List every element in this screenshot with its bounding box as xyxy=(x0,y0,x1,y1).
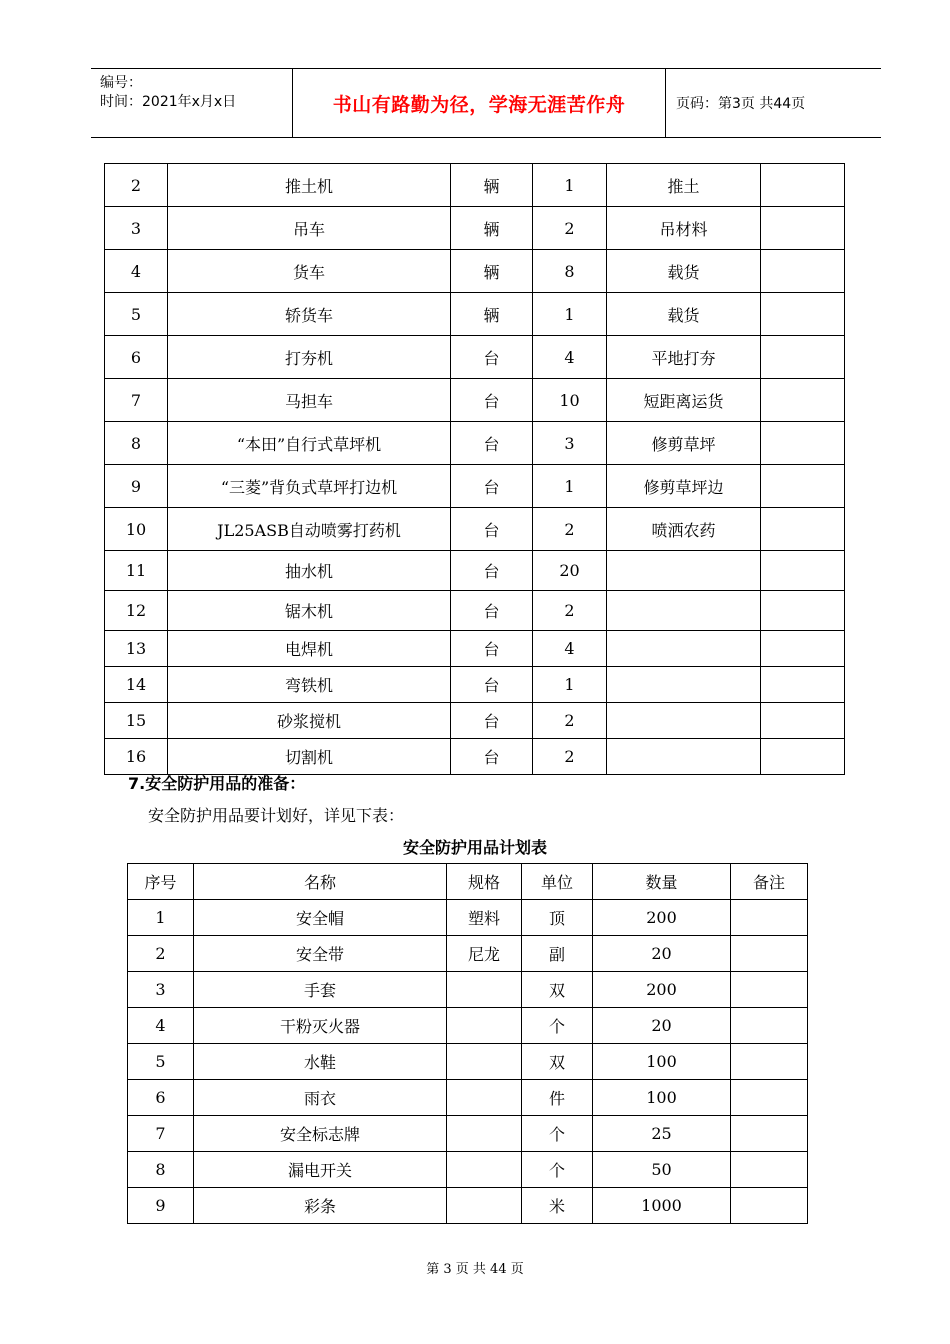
safety-cell-no: 5 xyxy=(128,1044,194,1080)
equipment-cell-note xyxy=(761,508,845,551)
equipment-cell-use xyxy=(607,631,761,667)
equipment-cell-qty: 3 xyxy=(533,422,607,465)
safety-cell-spec xyxy=(447,1008,522,1044)
safety-cell-note xyxy=(731,1080,808,1116)
equipment-cell-note xyxy=(761,591,845,631)
safety-cell-unit: 个 xyxy=(522,1152,593,1188)
safety-cell-qty: 100 xyxy=(593,1044,731,1080)
safety-cell-name: 干粉灭火器 xyxy=(194,1008,447,1044)
safety-cell-qty: 20 xyxy=(593,1008,731,1044)
equipment-cell-unit: 台 xyxy=(451,508,533,551)
equipment-cell-note xyxy=(761,250,845,293)
equipment-cell-note xyxy=(761,336,845,379)
equipment-cell-use xyxy=(607,703,761,739)
safety-cell-note xyxy=(731,1116,808,1152)
safety-cell-qty: 200 xyxy=(593,972,731,1008)
equipment-cell-name: 轿货车 xyxy=(168,293,451,336)
safety-cell-no: 8 xyxy=(128,1152,194,1188)
equipment-cell-unit: 台 xyxy=(451,667,533,703)
table-row xyxy=(105,207,845,250)
equipment-cell-unit: 台 xyxy=(451,631,533,667)
equipment-cell-use xyxy=(607,591,761,631)
safety-cell-note xyxy=(731,936,808,972)
equipment-cell-no: 10 xyxy=(105,508,168,551)
equipment-cell-use: 推土 xyxy=(607,164,761,207)
equipment-cell-use xyxy=(607,667,761,703)
equipment-cell-qty: 1 xyxy=(533,465,607,508)
safety-cell-no: 2 xyxy=(128,936,194,972)
table-row xyxy=(128,972,808,1008)
equipment-cell-note xyxy=(761,379,845,422)
equipment-cell-name: 切割机 xyxy=(168,739,451,775)
equipment-cell-name: JL25ASB自动喷雾打药机 xyxy=(168,508,451,551)
table-row xyxy=(105,293,845,336)
safety-cell-qty: 50 xyxy=(593,1152,731,1188)
safety-cell-note xyxy=(731,1188,808,1224)
equipment-cell-name: 货车 xyxy=(168,250,451,293)
equipment-cell-unit: 辆 xyxy=(451,164,533,207)
equipment-cell-note xyxy=(761,164,845,207)
page-footer xyxy=(0,1258,950,1277)
column-header: 序号 xyxy=(128,864,194,900)
safety-cell-spec xyxy=(447,1152,522,1188)
equipment-cell-unit: 台 xyxy=(451,379,533,422)
equipment-cell-no: 15 xyxy=(105,703,168,739)
safety-cell-unit: 个 xyxy=(522,1008,593,1044)
header-motto-cell xyxy=(293,69,666,137)
equipment-cell-qty: 8 xyxy=(533,250,607,293)
equipment-cell-note xyxy=(761,465,845,508)
safety-cell-unit: 米 xyxy=(522,1188,593,1224)
equipment-cell-note xyxy=(761,703,845,739)
equipment-cell-unit: 台 xyxy=(451,336,533,379)
equipment-cell-use: 平地打夯 xyxy=(607,336,761,379)
equipment-cell-note xyxy=(761,631,845,667)
equipment-cell-no: 16 xyxy=(105,739,168,775)
safety-cell-unit: 件 xyxy=(522,1080,593,1116)
safety-cell-no: 6 xyxy=(128,1080,194,1116)
equipment-cell-qty: 1 xyxy=(533,293,607,336)
table-row xyxy=(128,1188,808,1224)
equipment-cell-use: 吊材料 xyxy=(607,207,761,250)
safety-cell-note xyxy=(731,1152,808,1188)
equipment-cell-unit: 台 xyxy=(451,551,533,591)
table-row xyxy=(128,1008,808,1044)
safety-cell-unit: 双 xyxy=(522,972,593,1008)
equipment-cell-qty: 4 xyxy=(533,631,607,667)
equipment-cell-no: 3 xyxy=(105,207,168,250)
equipment-cell-qty: 4 xyxy=(533,336,607,379)
equipment-cell-qty: 2 xyxy=(533,591,607,631)
column-header: 规格 xyxy=(447,864,522,900)
safety-cell-note xyxy=(731,1044,808,1080)
safety-table-title: 安全防护用品计划表 xyxy=(402,838,547,857)
equipment-cell-qty: 10 xyxy=(533,379,607,422)
equipment-cell-use: 短距离运货 xyxy=(607,379,761,422)
equipment-cell-unit: 台 xyxy=(451,703,533,739)
table-row xyxy=(105,465,845,508)
equipment-cell-unit: 辆 xyxy=(451,207,533,250)
table-header-row xyxy=(128,864,808,900)
equipment-table xyxy=(104,163,845,775)
equipment-cell-unit: 辆 xyxy=(451,293,533,336)
equipment-cell-qty: 1 xyxy=(533,667,607,703)
number-label: 编号： xyxy=(100,75,142,91)
table-row xyxy=(105,508,845,551)
safety-cell-no: 1 xyxy=(128,900,194,936)
header-page-cell xyxy=(666,69,881,137)
section-heading: 7.安全防护用品的准备： xyxy=(128,774,306,793)
safety-cell-no: 9 xyxy=(128,1188,194,1224)
safety-cell-name: 雨衣 xyxy=(194,1080,447,1116)
equipment-cell-name: “三菱”背负式草坪打边机 xyxy=(168,465,451,508)
equipment-cell-use: 修剪草坪边 xyxy=(607,465,761,508)
equipment-cell-use: 载货 xyxy=(607,250,761,293)
table-row xyxy=(105,667,845,703)
safety-cell-name: 水鞋 xyxy=(194,1044,447,1080)
safety-cell-name: 手套 xyxy=(194,972,447,1008)
equipment-cell-unit: 台 xyxy=(451,739,533,775)
equipment-table-body xyxy=(105,164,845,775)
equipment-cell-name: 抽水机 xyxy=(168,551,451,591)
equipment-cell-no: 11 xyxy=(105,551,168,591)
equipment-cell-qty: 2 xyxy=(533,739,607,775)
safety-cell-name: 漏电开关 xyxy=(194,1152,447,1188)
equipment-cell-name: 电焊机 xyxy=(168,631,451,667)
time-label: 时间：2021年x月x日 xyxy=(100,94,237,110)
page-header xyxy=(91,68,881,138)
column-header: 名称 xyxy=(194,864,447,900)
equipment-cell-qty: 2 xyxy=(533,703,607,739)
safety-cell-no: 3 xyxy=(128,972,194,1008)
safety-cell-no: 4 xyxy=(128,1008,194,1044)
table-row xyxy=(128,900,808,936)
equipment-cell-no: 6 xyxy=(105,336,168,379)
equipment-cell-note xyxy=(761,551,845,591)
safety-cell-spec: 尼龙 xyxy=(447,936,522,972)
safety-cell-spec xyxy=(447,1080,522,1116)
equipment-cell-name: “本田”自行式草坪机 xyxy=(168,422,451,465)
safety-table xyxy=(127,863,808,1224)
safety-cell-qty: 100 xyxy=(593,1080,731,1116)
equipment-cell-no: 7 xyxy=(105,379,168,422)
safety-cell-note xyxy=(731,1008,808,1044)
header-page-label: 页码：第3页 共44页 xyxy=(676,96,806,112)
equipment-cell-unit: 台 xyxy=(451,422,533,465)
safety-cell-qty: 20 xyxy=(593,936,731,972)
safety-cell-name: 安全标志牌 xyxy=(194,1116,447,1152)
header-meta xyxy=(91,69,293,137)
equipment-cell-note xyxy=(761,293,845,336)
safety-cell-spec xyxy=(447,1188,522,1224)
table-row xyxy=(105,703,845,739)
header-motto: 书山有路勤为径，学海无涯苦作舟 xyxy=(332,93,626,116)
table-row xyxy=(105,739,845,775)
equipment-cell-use xyxy=(607,551,761,591)
equipment-cell-note xyxy=(761,422,845,465)
equipment-cell-name: 锯木机 xyxy=(168,591,451,631)
safety-cell-note xyxy=(731,900,808,936)
safety-table-header xyxy=(128,864,808,900)
safety-cell-qty: 25 xyxy=(593,1116,731,1152)
safety-table-body xyxy=(128,900,808,1224)
equipment-cell-note xyxy=(761,207,845,250)
safety-cell-qty: 200 xyxy=(593,900,731,936)
safety-cell-unit: 顶 xyxy=(522,900,593,936)
table-row xyxy=(105,551,845,591)
safety-cell-name: 安全带 xyxy=(194,936,447,972)
safety-cell-name: 安全帽 xyxy=(194,900,447,936)
footer-page-text: 第 3 页 共 44 页 xyxy=(426,1262,524,1277)
equipment-cell-name: 弯铁机 xyxy=(168,667,451,703)
safety-cell-qty: 1000 xyxy=(593,1188,731,1224)
column-header: 备注 xyxy=(731,864,808,900)
column-header: 单位 xyxy=(522,864,593,900)
equipment-cell-qty: 20 xyxy=(533,551,607,591)
equipment-cell-unit: 台 xyxy=(451,465,533,508)
equipment-cell-note xyxy=(761,739,845,775)
safety-cell-spec xyxy=(447,972,522,1008)
equipment-cell-unit: 台 xyxy=(451,591,533,631)
equipment-cell-unit: 辆 xyxy=(451,250,533,293)
table-row xyxy=(128,1044,808,1080)
safety-cell-spec xyxy=(447,1116,522,1152)
column-header: 数量 xyxy=(593,864,731,900)
table-row xyxy=(105,591,845,631)
safety-cell-unit: 副 xyxy=(522,936,593,972)
equipment-cell-name: 马担车 xyxy=(168,379,451,422)
safety-cell-unit: 个 xyxy=(522,1116,593,1152)
equipment-cell-name: 吊车 xyxy=(168,207,451,250)
section-paragraph: 安全防护用品要计划好，详见下表： xyxy=(148,806,405,825)
table-row xyxy=(128,1152,808,1188)
equipment-cell-qty: 2 xyxy=(533,508,607,551)
safety-cell-note xyxy=(731,972,808,1008)
equipment-cell-use: 载货 xyxy=(607,293,761,336)
safety-cell-name: 彩条 xyxy=(194,1188,447,1224)
table-row xyxy=(128,1080,808,1116)
equipment-cell-no: 5 xyxy=(105,293,168,336)
table-row xyxy=(105,379,845,422)
table-row xyxy=(128,1116,808,1152)
equipment-cell-no: 13 xyxy=(105,631,168,667)
equipment-cell-no: 9 xyxy=(105,465,168,508)
equipment-cell-use: 喷洒农药 xyxy=(607,508,761,551)
equipment-cell-no: 12 xyxy=(105,591,168,631)
safety-cell-spec: 塑料 xyxy=(447,900,522,936)
safety-cell-spec xyxy=(447,1044,522,1080)
equipment-cell-qty: 1 xyxy=(533,164,607,207)
table-row xyxy=(105,631,845,667)
equipment-cell-name: 砂浆搅机 xyxy=(168,703,451,739)
table-row xyxy=(105,422,845,465)
table-row xyxy=(105,336,845,379)
equipment-cell-qty: 2 xyxy=(533,207,607,250)
safety-cell-unit: 双 xyxy=(522,1044,593,1080)
table-row xyxy=(105,250,845,293)
table-row xyxy=(128,936,808,972)
equipment-cell-no: 2 xyxy=(105,164,168,207)
equipment-cell-use: 修剪草坪 xyxy=(607,422,761,465)
equipment-cell-name: 打夯机 xyxy=(168,336,451,379)
equipment-cell-no: 14 xyxy=(105,667,168,703)
equipment-cell-note xyxy=(761,667,845,703)
equipment-cell-use xyxy=(607,739,761,775)
equipment-cell-name: 推土机 xyxy=(168,164,451,207)
equipment-cell-no: 4 xyxy=(105,250,168,293)
safety-cell-no: 7 xyxy=(128,1116,194,1152)
table-row xyxy=(105,164,845,207)
equipment-cell-no: 8 xyxy=(105,422,168,465)
